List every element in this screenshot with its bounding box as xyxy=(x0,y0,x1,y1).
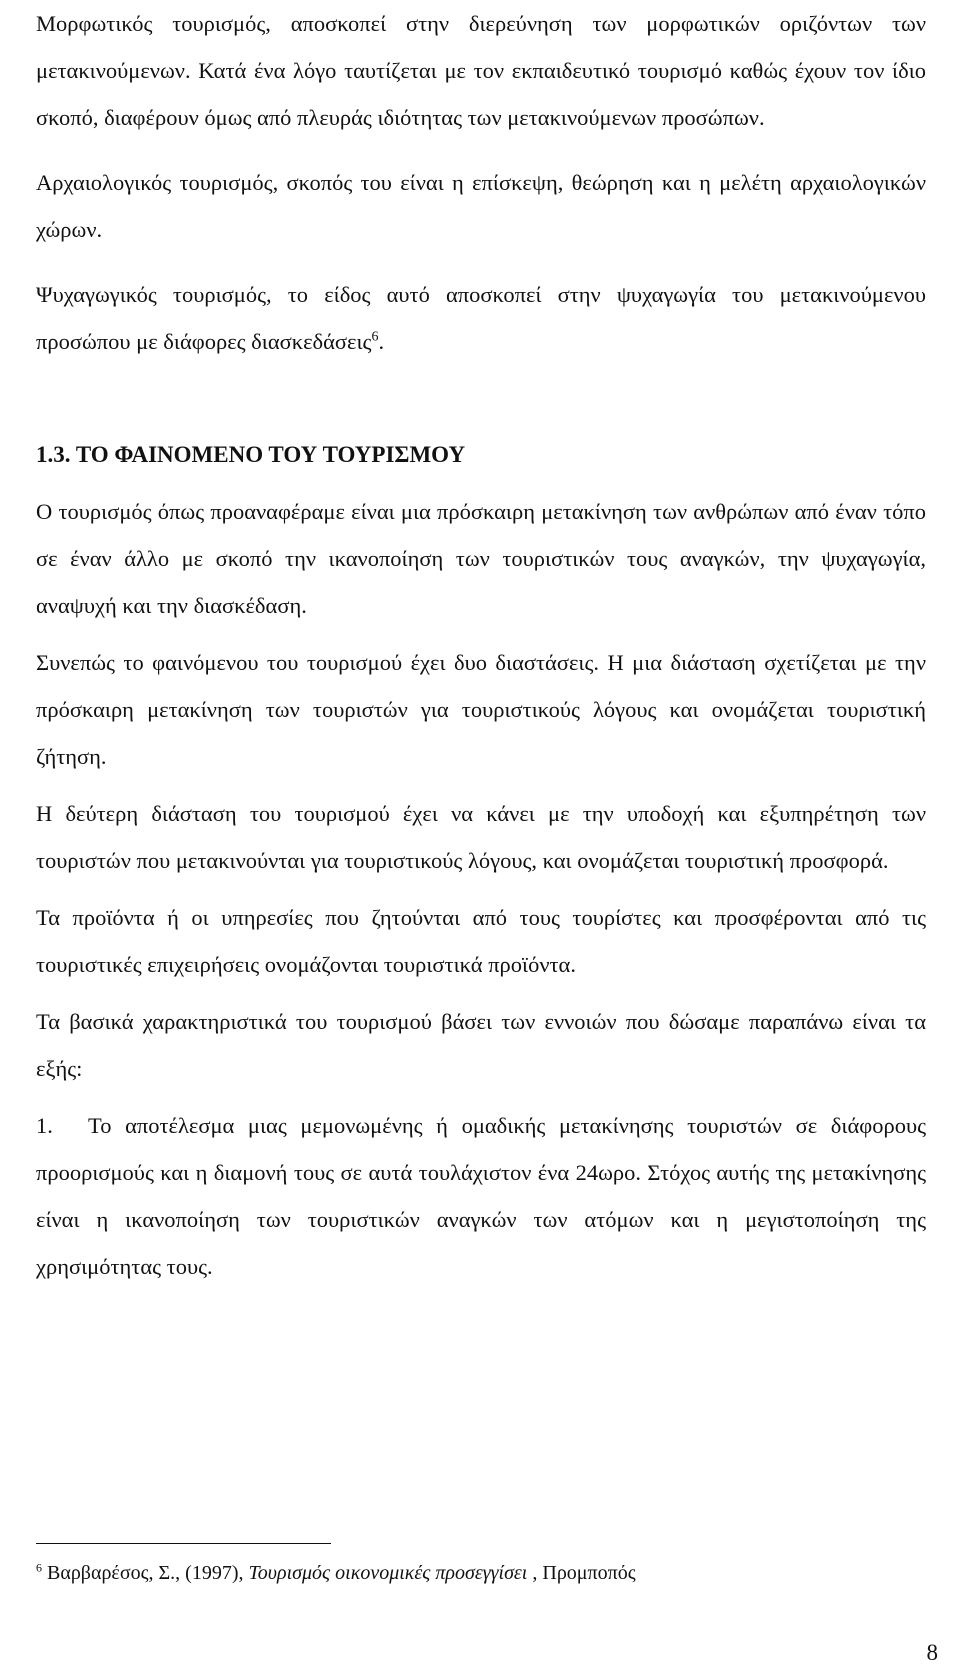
paragraph-recreational-tourism-text: Ψυχαγωγικός τουρισμός, το είδος αυτό αποσκοπεί στην ψυχαγωγία του μετακινούμενου προσώπου με διάφορες διασκεδάσεις xyxy=(36,282,926,354)
list-item-text: Το αποτέλεσμα μιας μεμονωμένης ή ομαδικής μετακίνησης τουριστών σε διάφορους προορισμούς και η διαμονή τους σε αυτά τουλάχιστον ένα 24ωρο. Στόχος αυτής της μετακίνησης είναι η ικανοποίηση των τουριστικών αναγκών των ατόμων και η μεγιστοποίηση της χρησιμότητας τους. xyxy=(36,1113,926,1279)
paragraph-recreational-tourism-end: . xyxy=(378,329,385,354)
footnote-separator xyxy=(36,1543,331,1544)
footnote-author: Βαρβαρέσος, Σ., (1997), xyxy=(42,1562,249,1584)
paragraph-tourism-demand: Συνεπώς το φαινόμενου του τουρισμού έχει δυο διαστάσεις. Η μια διάσταση σχετίζεται με την πρόσκαιρη μετακίνηση των τουριστών για τουριστικούς λόγους και ονομάζεται τουριστική ζήτηση. xyxy=(36,650,926,769)
page-number: 8 xyxy=(926,1640,938,1665)
list-item-number: 1. xyxy=(36,1113,53,1138)
paragraph-educational-tourism: Μορφωτικός τουρισμός, αποσκοπεί στην διερεύνηση των μορφωτικών οριζόντων των μετακινούμενων. Κατά ένα λόγο ταυτίζεται με τον εκπαιδευτικό τουρισμό καθώς έχουν τον ίδιο σκοπό, διαφέρουν όμως από πλευράς ιδιότητας των μετακινούμενων προσώπων. xyxy=(36,11,926,130)
paragraph-recreational-tourism xyxy=(36,271,926,365)
paragraph-archaeological-tourism: Αρχαιολογικός τουρισμός, σκοπός του είναι η επίσκεψη, θεώρηση και η μελέτη αρχαιολογικών χώρων. xyxy=(36,170,926,242)
footnote-publisher: , Προμποπός xyxy=(527,1562,636,1584)
footnote-marker: 6 xyxy=(36,1560,42,1575)
footnote xyxy=(36,1560,926,1586)
paragraph-tourism-supply: Η δεύτερη διάσταση του τουρισμού έχει να κάνει με την υποδοχή και εξυπηρέτηση των τουριστών που μετακινούνται για τουριστικούς λόγους, και ονομάζεται τουριστική προσφορά. xyxy=(36,801,926,873)
footnote-reference: 6 xyxy=(371,329,379,345)
footnote-title: Τουρισμός οικονομικές προσεγγίσει xyxy=(248,1562,528,1584)
page-body xyxy=(36,0,926,1290)
paragraph-basic-characteristics: Τα βασικά χαρακτηριστικά του τουρισμού βάσει των εννοιών που δώσαμε παραπάνω είναι τα εξής: xyxy=(36,1009,926,1081)
paragraph-tourism-definition: Ο τουρισμός όπως προαναφέραμε είναι μια πρόσκαιρη μετακίνηση των ανθρώπων από έναν τόπο σε έναν άλλο με σκοπό την ικανοποίηση των τουριστικών τους αναγκών, την ψυχαγωγία, αναψυχή και την διασκέδαση. xyxy=(36,499,926,618)
list-item xyxy=(36,1102,926,1290)
paragraph-tourism-products: Τα προϊόντα ή οι υπηρεσίες που ζητούνται από τους τουρίστες και προσφέρονται από τις τουριστικές επιχειρήσεις ονομάζονται τουριστικά προϊόντα. xyxy=(36,905,926,977)
section-heading: 1.3. ΤΟ ΦΑΙΝΟΜΕΝΟ ΤΟΥ ΤΟΥΡΙΣΜΟΥ xyxy=(36,442,466,467)
